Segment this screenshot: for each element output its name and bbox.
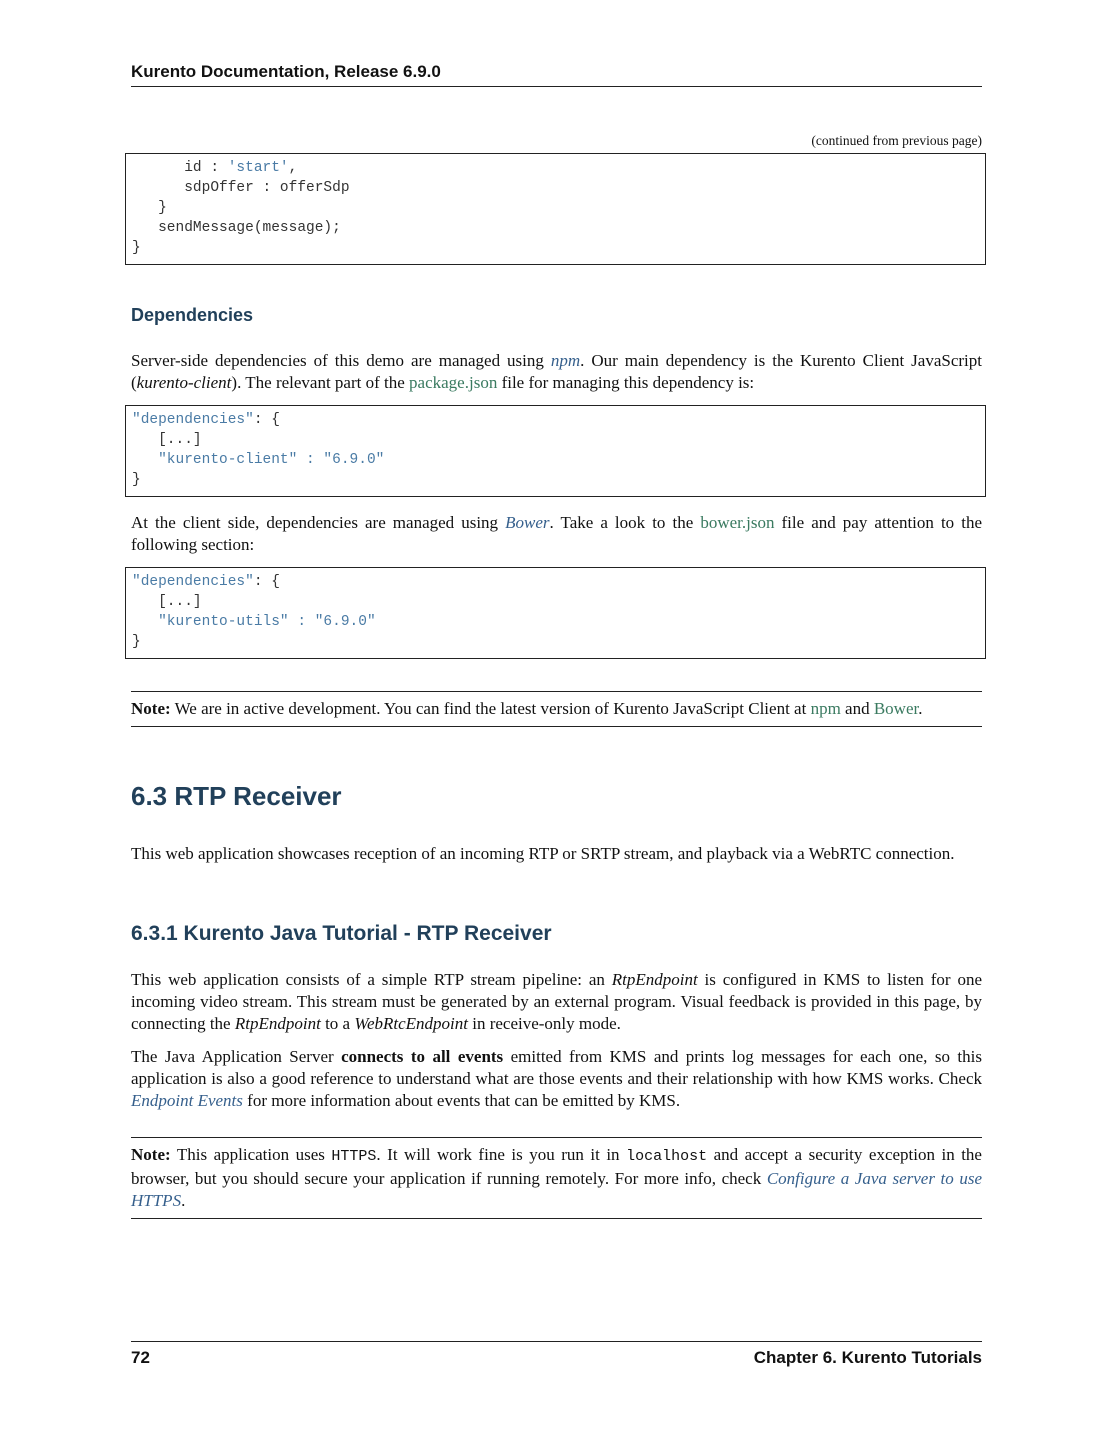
- subsection-heading: 6.3.1 Kurento Java Tutorial - RTP Receiver: [131, 922, 552, 945]
- pipeline-paragraph: This web application consists of a simple RTP stream pipeline: an RtpEndpoint is configured in KMS to listen for one incoming video stream. This stream must be generated by an external program. Visual feedback is provided in this page, by connecting the RtpEndpoint to a WebRtcEndpoint in receive-only mode.: [131, 970, 982, 1033]
- bower-json-link[interactable]: bower.json: [700, 513, 775, 532]
- note-active-development: Note: We are in active development. You can find the latest version of Kurento JavaScript Client at npm and Bower.: [131, 691, 982, 727]
- bower-link-note[interactable]: Bower: [873, 699, 919, 718]
- running-header: Kurento Documentation, Release 6.9.0: [131, 62, 982, 87]
- section-heading-rtp-receiver: 6.3 RTP Receiver: [131, 781, 342, 811]
- configure-https-link[interactable]: Configure a Java server to use HTTPS: [131, 1169, 982, 1210]
- note-https: Note: This application uses HTTPS. It will work fine is you run it in localhost and accept a security exception in the browser, but you should secure your application if running remotely. For more info, check Configure a Java server to use HTTPS.: [131, 1137, 982, 1219]
- dependencies-paragraph: Server-side dependencies of this demo are managed using npm. Our main dependency is the Kurento Client JavaScript (kurento-client). The relevant part of the package.json file for managing this dependency is:: [131, 351, 982, 392]
- npm-link[interactable]: npm: [550, 351, 581, 370]
- endpoint-events-link[interactable]: Endpoint Events: [131, 1091, 243, 1110]
- page-number: 72: [131, 1348, 150, 1367]
- package-json-link[interactable]: package.json: [409, 373, 498, 392]
- page-footer: [131, 1341, 982, 1368]
- code-block-bower-json: "dependencies": { [...] "kurento-utils" : "6.9.0" }: [125, 567, 986, 659]
- bower-link[interactable]: Bower: [505, 513, 550, 532]
- code-block-js: id : 'start', sdpOffer : offerSdp } sendMessage(message); }: [125, 153, 986, 265]
- dependencies-heading: Dependencies: [131, 305, 254, 325]
- events-paragraph: The Java Application Server connects to all events emitted from KMS and prints log messages for each one, so this application is also a good reference to understand what are those events and their relationship with how KMS works. Check Endpoint Events for more information about events that can be emitted by KMS.: [131, 1047, 982, 1110]
- client-deps-paragraph: At the client side, dependencies are managed using Bower. Take a look to the bower.json file and pay attention to the following section:: [131, 513, 982, 554]
- npm-link-note[interactable]: npm: [810, 699, 841, 718]
- section-intro: This web application showcases reception of an incoming RTP or SRTP stream, and playback via a WebRTC connection.: [131, 844, 955, 863]
- code-block-package-json: "dependencies": { [...] "kurento-client" : "6.9.0" }: [125, 405, 986, 497]
- chapter-title: Chapter 6. Kurento Tutorials: [753, 1348, 982, 1367]
- continued-note: (continued from previous page): [811, 133, 982, 148]
